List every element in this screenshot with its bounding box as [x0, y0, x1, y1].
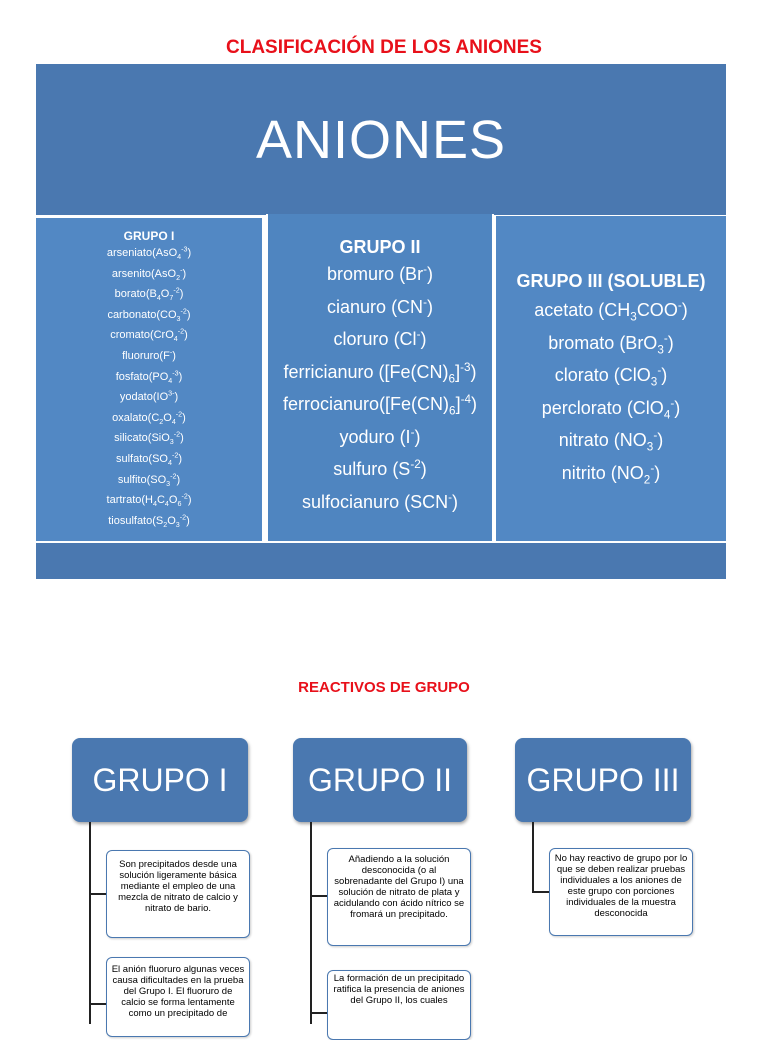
grupo-1-formula-part: -3	[172, 368, 179, 377]
grupo-1-formula-part: )	[174, 391, 179, 404]
grupo-1-formula-part: -	[180, 265, 183, 274]
grupo-1-formula-part: (IO	[152, 391, 169, 404]
grupo-1-formula-part: -2	[173, 286, 180, 295]
grupo-2-formula-part: (SCN	[404, 491, 449, 512]
grupo-1-formula-part: )	[182, 267, 187, 280]
grupo-1-item	[36, 408, 262, 429]
grupo-3-formula-part: )	[661, 365, 668, 385]
reactivo-grupo-2-note-2: La formación de un precipitado ratifica la presencia de aniones del Grupo II, los cuales	[327, 970, 471, 1040]
grupo-1-formula-part: 4	[173, 335, 178, 344]
grupo-1-formula-part: O	[168, 494, 178, 507]
grupo-2-formula-part: )	[414, 426, 421, 447]
grupo-1-formula-part: -2	[173, 430, 181, 439]
grupo-2-formula-part: (CN	[391, 296, 424, 317]
reactivo-grupo-2-title: GRUPO II	[307, 762, 452, 798]
grupo-1-formula-part: )	[179, 288, 184, 301]
grupo-1-item	[36, 511, 262, 532]
grupo-2-item	[268, 258, 492, 291]
grupo-3-formula-part: -	[677, 299, 682, 312]
grupo-3-formula-part: (NO	[613, 430, 647, 450]
grupo-1-item-name: arseniato	[106, 247, 153, 259]
grupo-3-formula-part: )	[657, 430, 664, 450]
grupo-2-formula-part: )	[470, 394, 477, 414]
grupo-1-item	[36, 428, 262, 449]
grupo-1-formula-part: 2	[159, 417, 164, 426]
grupo-2-item-name: bromuro	[327, 264, 400, 284]
grupo-3-formula-part: 3	[657, 343, 664, 357]
grupo-3-item-name: acetato	[534, 300, 599, 320]
grupo-1-formula-part: 3	[176, 314, 181, 323]
grupo-2-formula-part: -	[423, 295, 427, 309]
reactivo-grupo-3-title: GRUPO III	[526, 762, 680, 798]
grupo-1-formula-part: (SiO	[147, 432, 170, 445]
grupo-1-item-name: tiosulfato	[108, 514, 153, 527]
grupo-2-item-name: cloruro	[333, 329, 394, 349]
grupo-1-formula-part: )	[182, 411, 186, 424]
grupo-1-item-name: tartrato	[106, 494, 142, 507]
grupo-1-formula-part: (CO	[156, 308, 177, 321]
grupo-1-formula-part: (B	[145, 288, 157, 301]
grupo-2-formula-part: )	[426, 264, 433, 284]
grupo-1-item-name: borato	[114, 288, 146, 301]
grupo-2-formula-part: -	[410, 425, 415, 439]
grupo-2-formula-part: 6	[448, 372, 456, 386]
grupo-1-formula-part: 4	[156, 294, 161, 303]
grupo-1-formula-part: 4	[177, 253, 182, 262]
grupo-3-formula-part: )	[674, 397, 681, 418]
grupo-2-formula-part: )	[451, 491, 458, 512]
grupo-2-item	[268, 421, 492, 454]
grupo-2-formula-part: -	[423, 263, 427, 276]
grupo-3-formula-part: 4	[663, 408, 671, 422]
grupo-2-title: GRUPO II	[339, 237, 421, 257]
grupo-1-item	[36, 470, 262, 491]
grupo-1-formula-part: )	[187, 494, 192, 507]
grupo-2-list	[268, 258, 492, 518]
grupo-1-formula-part: (F	[159, 349, 170, 362]
grupo-3-formula-part: -	[663, 331, 668, 345]
grupo-3-formula-part: -	[653, 429, 658, 442]
reactivo-grupo-2-note-1: Añadiendo a la solución desconocida (o al sobrenadante del Grupo I) una solución de nitrato de plata y acidulando con ácido nítrico se fromará un precipitado.	[327, 848, 471, 946]
grupo-1-item-name: carbonato	[107, 308, 157, 321]
grupo-2-item-name: cianuro	[327, 296, 392, 317]
grupo-1-formula-part: O	[167, 514, 176, 527]
grupo-3-item	[496, 327, 726, 360]
grupo-1-formula-part: )	[184, 329, 188, 342]
grupo-3-formula-part: 2	[643, 473, 651, 487]
grupo-3-item	[496, 294, 726, 327]
grupo-1-formula-part: 4	[164, 500, 169, 509]
grupo-3-formula-part: 3	[650, 375, 658, 389]
grupo-1-item	[36, 367, 262, 388]
connector-line-grupo-1	[89, 822, 91, 1024]
connector-line-grupo-3	[532, 822, 534, 892]
grupo-1-formula-part: (PO	[148, 370, 169, 383]
grupo-1-formula-part: -2	[179, 513, 187, 522]
grupo-3-item	[496, 392, 726, 425]
grupo-1-formula-part: )	[187, 247, 192, 259]
grupo-1-formula-part: )	[186, 308, 191, 321]
grupo-1-item	[36, 305, 262, 326]
grupo-1-title: GRUPO I	[123, 229, 175, 243]
grupo-1-formula-part: 2	[163, 520, 168, 529]
grupo-3-column	[496, 216, 726, 541]
grupo-1-item-name: fosfato	[115, 370, 149, 383]
grupo-1-item-name: sulfato	[116, 452, 149, 465]
grupo-1-item	[36, 264, 262, 285]
grupo-1-item-name: fluoruro	[122, 349, 160, 362]
grupo-1-formula-part: )	[178, 370, 183, 383]
connector-branch-grupo-2-a	[310, 895, 327, 897]
grupo-3-item	[496, 457, 726, 490]
grupo-1-formula-part: (SO	[146, 473, 167, 486]
grupo-3-item-name: nitrito	[561, 462, 611, 483]
connector-branch-grupo-2-b	[310, 1012, 327, 1014]
grupo-2-formula-part: 6	[449, 404, 456, 418]
grupo-3-item-name: clorato	[554, 365, 614, 385]
grupo-3-formula-part: (NO	[610, 462, 644, 483]
grupo-1-formula-part: (AsO	[152, 247, 178, 259]
grupo-2-formula-part: )	[420, 459, 427, 479]
grupo-2-item	[268, 356, 492, 389]
connector-branch-grupo-3-a	[532, 891, 549, 893]
grupo-3-item-name: bromato	[548, 332, 620, 353]
grupo-3-formula-part: -	[670, 396, 675, 410]
grupo-1-item-name: oxalato	[112, 411, 148, 424]
reactivo-grupo-1-note-2: El anión fluoruro algunas veces causa dificultades en la prueba del Grupo I. El fluoruro de calcio se forma lentamente como un precipitado de	[106, 957, 250, 1037]
grupo-2-formula-part: ([Fe(CN)	[378, 361, 449, 382]
grupo-2-formula-part: (S	[392, 459, 411, 479]
grupo-1-formula-part: 4	[152, 500, 157, 509]
grupo-1-item	[36, 490, 262, 511]
grupo-2-formula-part: ([Fe(CN)	[379, 394, 450, 414]
grupo-1-list	[36, 243, 262, 531]
grupo-1-formula-part: -2	[171, 451, 179, 460]
grupo-1-formula-part: (SO	[148, 452, 168, 465]
grupo-1-item	[36, 243, 262, 264]
grupo-1-formula-part: 3	[175, 520, 180, 529]
grupo-3-item	[496, 359, 726, 392]
grupo-2-item	[268, 388, 492, 421]
grupo-1-item-name: arsenito	[111, 267, 152, 280]
grupo-3-formula-part: COO	[636, 300, 678, 320]
grupo-1-formula-part: -2	[180, 307, 187, 316]
grupo-1-formula-part: 3	[169, 438, 174, 447]
grupo-3-formula-part: (CH	[598, 300, 631, 320]
grupo-1-formula-part: (C	[147, 411, 160, 424]
grupo-2-item	[268, 453, 492, 486]
grupo-1-formula-part: )	[176, 473, 181, 486]
connector-line-grupo-2	[310, 822, 312, 1024]
grupo-2-formula-part: -	[448, 490, 452, 504]
grupo-1-formula-part: 4	[171, 417, 176, 426]
grupo-3-item-name: nitrato	[558, 430, 614, 450]
aniones-header-box	[36, 64, 726, 217]
grupo-1-item	[36, 284, 262, 305]
grupo-2-formula-part: -3	[460, 360, 471, 374]
grupo-1-formula-part: C	[156, 494, 165, 507]
grupo-1-formula-part: 4	[167, 459, 172, 468]
grupo-1-formula-part: -3	[181, 245, 188, 254]
grupo-1-item	[36, 346, 262, 367]
page-title: CLASIFICACIÓN DE LOS ANIONES	[226, 37, 542, 58]
grupo-2-item-name: ferricianuro	[283, 361, 379, 382]
grupo-3-formula-part: 3	[646, 440, 654, 454]
grupo-2-formula-part: ]	[455, 394, 461, 414]
grupo-2-formula-part: )	[470, 361, 477, 382]
grupo-1-formula-part: (CrO	[149, 329, 174, 342]
grupo-3-list	[496, 294, 726, 489]
grupo-2-item	[268, 291, 492, 324]
grupo-3-item-name: perclorato	[541, 397, 627, 418]
grupo-1-formula-part: (H	[141, 494, 153, 507]
grupo-2-item-name: sulfuro	[333, 459, 393, 479]
grupo-1-formula-part: O	[160, 288, 170, 301]
grupo-1-item-name: sulfito	[117, 473, 147, 486]
grupo-3-formula-part: (ClO	[613, 365, 651, 385]
grupo-1-formula-part: -2	[177, 327, 185, 336]
grupo-2-formula-part: -4	[460, 393, 471, 406]
grupo-2-formula-part: (Cl	[393, 329, 417, 349]
grupo-1-formula-part: 7	[169, 294, 174, 303]
grupo-1-formula-part: 6	[177, 500, 182, 509]
grupo-1-formula-part: -2	[181, 492, 188, 501]
grupo-3-formula-part: )	[681, 300, 688, 320]
grupo-1-formula-part: O	[163, 411, 172, 424]
grupo-1-formula-part: )	[178, 452, 182, 465]
grupo-1-formula-part: 4	[168, 376, 173, 385]
grupo-1-item	[36, 387, 262, 408]
grupo-1-item	[36, 449, 262, 470]
grupo-1-item-name: cromato	[110, 329, 150, 342]
grupo-1-item-name: silicato	[114, 432, 148, 445]
reactivo-grupo-3-box	[515, 738, 691, 822]
grupo-3-formula-part: (BrO	[619, 332, 658, 353]
grupo-1-formula-part: (AsO	[151, 267, 177, 280]
grupo-1-item-name: yodato	[119, 391, 153, 404]
grupo-1-formula-part: )	[186, 514, 190, 527]
grupo-1-formula-part: 2	[176, 273, 181, 282]
grupo-2-formula-part: (Br	[399, 264, 424, 284]
grupo-2-formula-part: )	[420, 329, 427, 349]
section-title-reactivos: REACTIVOS DE GRUPO	[298, 679, 470, 696]
grupo-1-formula-part: )	[172, 349, 176, 362]
grupo-3-formula-part: (ClO	[626, 397, 664, 418]
aniones-footer-bar	[36, 541, 726, 579]
reactivo-grupo-1-title: GRUPO I	[92, 762, 228, 798]
grupo-3-formula-part: -	[657, 364, 662, 377]
grupo-2-item	[268, 323, 492, 356]
grupo-3-formula-part: -	[650, 461, 655, 475]
grupo-2-formula-part: ]	[455, 361, 461, 382]
reactivo-grupo-1-box	[72, 738, 248, 822]
connector-branch-grupo-1-a	[89, 893, 106, 895]
grupo-2-item-name: yoduro	[339, 426, 400, 447]
grupo-1-formula-part: -2	[170, 471, 177, 480]
grupo-1-formula-part: 3	[166, 479, 171, 488]
grupo-3-formula-part: )	[667, 332, 674, 353]
grupo-2-formula-part: -	[416, 328, 421, 341]
grupo-1-formula-part: -2	[175, 410, 183, 419]
grupo-2-item-name: ferrocianuro	[283, 394, 380, 414]
aniones-header-text: ANIONES	[255, 110, 507, 170]
grupo-3-title: GRUPO III (SOLUBLE)	[516, 271, 706, 291]
grupo-1-column	[36, 218, 264, 541]
reactivo-grupo-2-box	[293, 738, 467, 822]
grupo-1-formula-part: 3-	[168, 389, 175, 398]
grupo-1-formula-part: (S	[152, 514, 164, 527]
grupo-2-item	[268, 486, 492, 519]
grupo-1-item	[36, 325, 262, 346]
grupo-1-formula-part: )	[180, 432, 184, 445]
reactivo-grupo-3-note-1: No hay reactivo de grupo por lo que se deben realizar pruebas individuales a los aniones de este grupo con porciones individuales de la muestra desconocida	[549, 848, 693, 936]
grupo-2-column	[266, 214, 494, 541]
connector-branch-grupo-1-b	[89, 1003, 106, 1005]
grupo-3-formula-part: )	[654, 462, 661, 483]
grupo-2-formula-part: (I	[399, 426, 411, 447]
grupo-3-item	[496, 424, 726, 457]
grupo-2-formula-part: -2	[410, 458, 421, 471]
grupo-1-formula-part: -	[169, 348, 173, 357]
grupo-2-formula-part: )	[426, 296, 433, 317]
grupo-3-formula-part: 3	[630, 310, 637, 324]
grupo-2-item-name: sulfocianuro	[302, 491, 405, 512]
reactivo-grupo-1-note-1: Son precipitados desde una solución ligeramente básica mediante el empleo de una mezcla de nitrato de calcio y nitrato de bario.	[106, 850, 250, 938]
